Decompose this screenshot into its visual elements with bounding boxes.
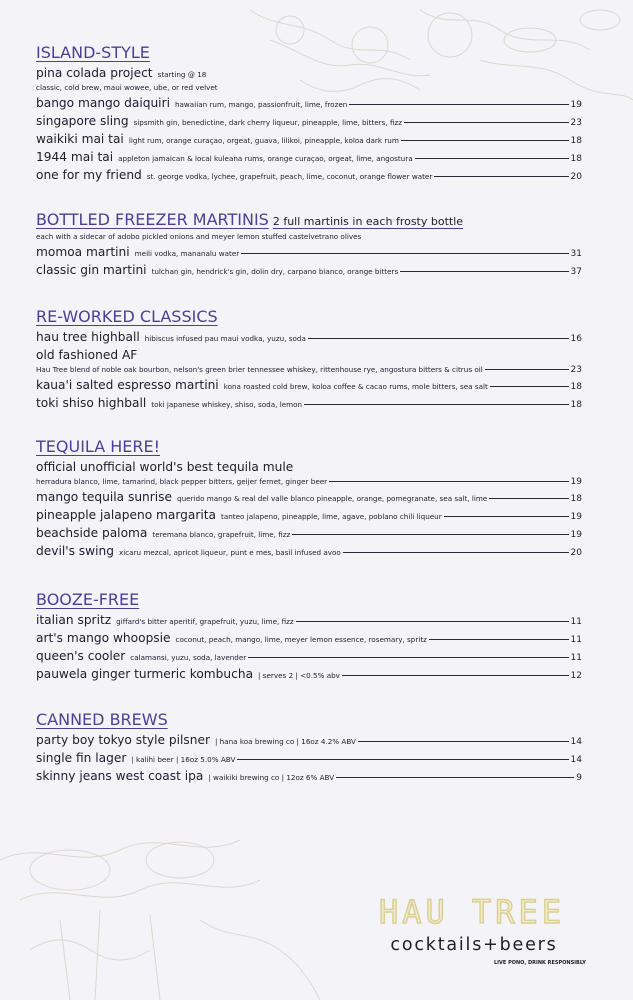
item-name: hau tree highball [36, 330, 140, 344]
item-price: 16 [570, 334, 582, 344]
item-description: | serves 2 | <0.5% abv [258, 671, 340, 680]
item-price: 19 [570, 100, 582, 110]
menu-item [36, 506, 582, 524]
price-leader-line [415, 158, 569, 159]
menu-item [36, 346, 582, 376]
menu-item [36, 376, 582, 394]
item-name: official unofficial world's best tequila mule [36, 460, 294, 474]
section-title [36, 42, 582, 64]
item-name: waikiki mai tai [36, 132, 124, 146]
price-leader-line [343, 552, 569, 553]
menu-section [36, 209, 582, 279]
item-description: starting @ 18 [157, 70, 207, 79]
item-description: | hana koa brewing co | 16oz 4.2% ABV [214, 737, 356, 746]
item-price: 18 [570, 136, 582, 146]
item-price: 20 [570, 172, 582, 182]
item-name: kaua'i salted espresso martini [36, 378, 219, 392]
price-leader-line [404, 122, 569, 123]
item-subdescription: herradura blanco, lime, tamarind, black pepper bitters, geijer fernet, ginger beer [36, 477, 328, 486]
menu-item [36, 261, 582, 279]
item-name: bango mango daiquiri [36, 96, 170, 110]
menu-item [36, 64, 582, 94]
item-name: old fashioned AF [36, 348, 138, 362]
item-price: 19 [570, 530, 582, 540]
item-price: 19 [570, 512, 582, 522]
item-name: pauwela ginger turmeric kombucha [36, 667, 254, 681]
item-description: tanteo jalapeno, pineapple, lime, agave, poblano chili liqueur [221, 512, 442, 521]
section-title [36, 589, 582, 611]
menu-section [36, 306, 582, 412]
item-price: 31 [570, 249, 582, 259]
item-price: 11 [570, 635, 582, 645]
menu-section [36, 436, 582, 560]
section-title-text: CANNED BREWS [36, 710, 168, 729]
item-description: hibiscus infused pau maui vodka, yuzu, soda [144, 334, 306, 343]
item-price: 18 [570, 494, 582, 504]
item-subdescription: classic, cold brew, maui wowee, ube, or red velvet [36, 83, 218, 92]
price-leader-line [489, 498, 568, 499]
item-description: | kalihi beer | 16oz 5.0% ABV [131, 755, 236, 764]
menu-item [36, 749, 582, 767]
menu-item [36, 94, 582, 112]
menu-item [36, 394, 582, 412]
menu-item [36, 731, 582, 749]
item-price: 9 [576, 773, 582, 783]
section-title-text: BOTTLED FREEZER MARTINIS [36, 210, 269, 229]
item-description: calamansi, yuzu, soda, lavender [130, 653, 247, 662]
item-price: 37 [570, 267, 582, 277]
item-name: classic gin martini [36, 263, 147, 277]
item-price: 19 [570, 477, 582, 487]
hau-tree-logo: HAU TREE [378, 893, 566, 931]
item-description: tulchan gin, hendrick's gin, dolin dry, carpano bianco, orange bitters [151, 267, 399, 276]
price-leader-line [336, 777, 574, 778]
price-leader-line [237, 759, 568, 760]
item-price: 23 [570, 118, 582, 128]
menu-item [36, 112, 582, 130]
menu-item [36, 458, 582, 488]
menu-item [36, 629, 582, 647]
item-name: pineapple jalapeno margarita [36, 508, 217, 522]
section-note: 2 full martinis in each frosty bottle [272, 215, 464, 228]
price-leader-line [490, 386, 569, 387]
item-name: mango tequila sunrise [36, 490, 173, 504]
item-name: momoa martini [36, 245, 130, 259]
item-description: meili vodka, mananalu water [134, 249, 240, 258]
menu-item [36, 148, 582, 166]
section-title [36, 209, 582, 231]
item-price: 11 [570, 653, 582, 663]
price-leader-line [358, 741, 569, 742]
item-description: xicaru mezcal, apricot liqueur, punt e mes, basil infused avoo [118, 548, 341, 557]
item-name: italian spritz [36, 613, 112, 627]
item-name: singapore sling [36, 114, 129, 128]
item-name: skinny jeans west coast ipa [36, 769, 204, 783]
item-description: giffard's bitter aperitif, grapefruit, yuzu, lime, fizz [116, 617, 294, 626]
item-name: beachside paloma [36, 526, 148, 540]
item-name: pina colada project [36, 66, 153, 80]
item-description: light rum, orange curaçao, orgeat, guava, lilikoi, pineapple, koloa dark rum [128, 136, 399, 145]
price-leader-line [296, 621, 569, 622]
menu-item [36, 524, 582, 542]
item-description: querido mango & real del valle blanco pineapple, orange, pomegranate, sea salt, lime [177, 494, 488, 503]
price-leader-line [342, 675, 569, 676]
menu-item [36, 611, 582, 629]
item-name: art's mango whoopsie [36, 631, 171, 645]
menu-item [36, 166, 582, 184]
item-price: 20 [570, 548, 582, 558]
price-leader-line [349, 104, 568, 105]
section-title-text: ISLAND-STYLE [36, 43, 150, 62]
item-price: 18 [570, 382, 582, 392]
item-description: | waikiki brewing co | 12oz 6% ABV [208, 773, 335, 782]
item-price: 11 [570, 617, 582, 627]
price-leader-line [434, 176, 568, 177]
price-leader-line [248, 657, 568, 658]
menu-item [36, 328, 582, 346]
section-title-text: RE-WORKED CLASSICS [36, 307, 218, 326]
section-title-text: TEQUILA HERE! [36, 437, 160, 456]
item-price: 14 [570, 755, 582, 765]
item-name: party boy tokyo style pilsner [36, 733, 210, 747]
price-leader-line [241, 253, 568, 254]
logo-subtitle: cocktails+beers [390, 935, 558, 955]
item-description: kona roasted cold brew, koloa coffee & cacao rums, mole bitters, sea salt [223, 382, 488, 391]
price-leader-line [400, 271, 568, 272]
menu-item [36, 488, 582, 506]
section-title [36, 306, 582, 328]
section-title [36, 709, 582, 731]
item-subdescription: Hau Tree blend of noble oak bourbon, nelson's green brier tennessee whiskey, rittenhouse rye, angostura bitters & citrus oil [36, 365, 483, 374]
item-name: queen's cooler [36, 649, 126, 663]
item-price: 12 [570, 671, 582, 681]
item-name: toki shiso highball [36, 396, 147, 410]
price-leader-line [485, 369, 569, 370]
logo-tagline: LIVE PONO, DRINK RESPONSIBLY [494, 960, 586, 966]
menu-item [36, 130, 582, 148]
section-title-text: BOOZE-FREE [36, 590, 140, 609]
menu-section [36, 589, 582, 683]
price-leader-line [304, 404, 568, 405]
item-price: 18 [570, 400, 582, 410]
menu-item [36, 665, 582, 683]
item-price: 23 [570, 365, 582, 375]
item-description: teremana blanco, grapefruit, lime, fizz [152, 530, 291, 539]
item-name: one for my friend [36, 168, 142, 182]
item-description: hawaiian rum, mango, passionfruit, lime, frozen [174, 100, 348, 109]
menu-section [36, 709, 582, 785]
item-name: single fin lager [36, 751, 127, 765]
menu-section [36, 42, 582, 184]
item-name: 1944 mai tai [36, 150, 114, 164]
price-leader-line [329, 481, 568, 482]
menu-item [36, 243, 582, 261]
section-subtitle: each with a sidecar of adobo pickled onions and meyer lemon stuffed castelvetrano olives [36, 232, 362, 241]
item-description: sipsmith gin, benedictine, dark cherry liqueur, pineapple, lime, bitters, fizz [133, 118, 403, 127]
item-description: st. george vodka, lychee, grapefruit, peach, lime, coconut, orange flower water [146, 172, 433, 181]
price-leader-line [292, 534, 568, 535]
item-description: coconut, peach, mango, lime, meyer lemon essence, rosemary, spritz [175, 635, 427, 644]
price-leader-line [429, 639, 569, 640]
item-price: 14 [570, 737, 582, 747]
item-description: appleton jamaican & local kuleana rums, orange curaçao, orgeat, lime, angostura [118, 154, 413, 163]
item-description: toki japanese whiskey, shiso, soda, lemon [151, 400, 303, 409]
menu-item [36, 767, 582, 785]
price-leader-line [444, 516, 569, 517]
item-name: devil's swing [36, 544, 114, 558]
price-leader-line [308, 338, 569, 339]
price-leader-line [401, 140, 569, 141]
section-title [36, 436, 582, 458]
menu-item [36, 647, 582, 665]
menu-item [36, 542, 582, 560]
item-price: 18 [570, 154, 582, 164]
